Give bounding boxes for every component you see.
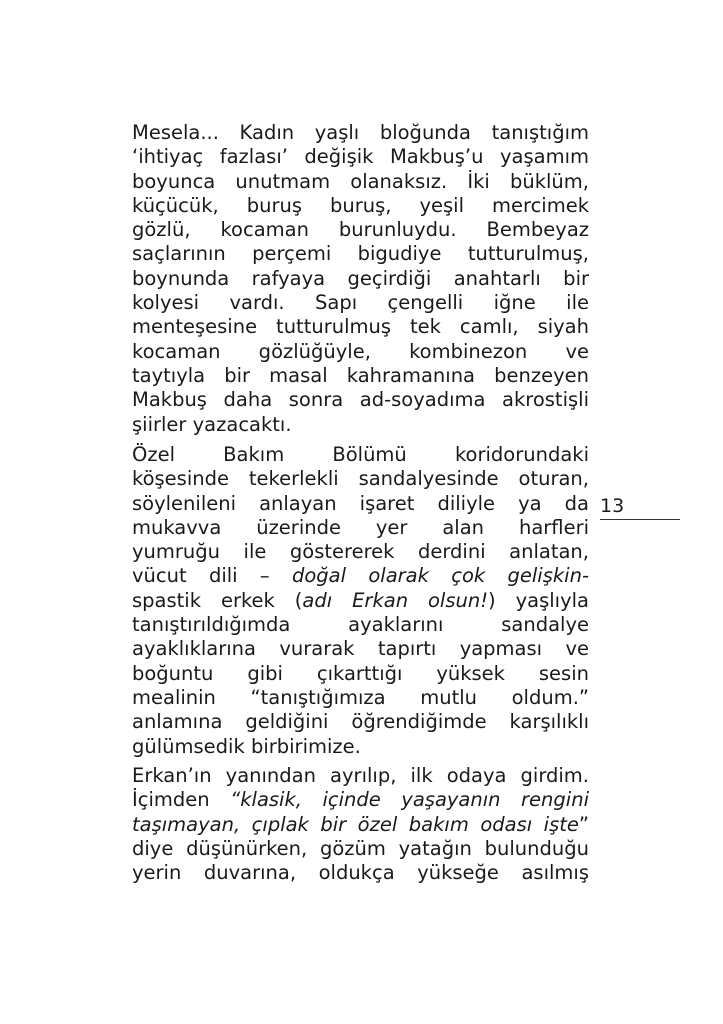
paragraph-3 [132,764,589,885]
italic-run: taşımayan, çıplak bir özel bakım odası işte [132,812,579,836]
text-line: gözlü, kocaman burunluydu. Bembeyaz [132,218,589,242]
text-run: spastik erkek ( [132,588,303,612]
paragraph-1 [132,121,589,437]
text-run: İçimden [132,788,231,812]
text-line: tanıştırıldığımda ayaklarını sandalye [132,613,589,637]
text-run: ) yaşlıyla [488,588,589,612]
text-line: Özel Bakım Bölümü koridorundaki [132,443,589,466]
text-line: kolyesi vardı. Sapı çengelli iğne ile [132,291,589,315]
text-line [132,788,589,812]
text-run: vücut dili – [132,564,292,588]
page-number-rule [600,519,680,520]
paragraph-2 [132,443,589,759]
text-line: yumruğu ile göstererek derdini anlatan, [132,540,589,564]
text-line: taytıyla bir masal kahramanına benzeyen [132,363,589,387]
italic-run: “klasik, içinde yaşayanın rengini [230,788,589,812]
text-line: Mesela... Kadın yaşlı bloğunda tanıştığım [132,121,589,144]
text-line: menteşesine tutturulmuş tek camlı, siyah [132,315,589,339]
text-line: mealinin “tanıştığımıza mutlu oldum.” [132,685,589,709]
text-line: söylenileni anlayan işaret diliyle ya da [132,491,589,515]
text-line: yerin duvarına, oldukça yükseğe asılmış [132,861,589,885]
text-line: diye düşünürken, gözüm yatağın bulunduğu [132,836,589,860]
italic-run: adı Erkan olsun! [302,588,489,612]
text-line: küçücük, buruş buruş, yeşil mercimek [132,193,589,217]
text-line: ayaklıklarına vurarak tapırtı yapması ve [132,637,589,661]
text-line: ‘ihtiyaç fazlası’ değişik Makbuş’u yaşamım [132,145,589,169]
text-line: boynunda rafyaya geçirdiği anahtarlı bir [132,266,589,290]
text-run: ” [578,812,589,836]
text-line: saçlarının perçemi bigudiye tutturulmuş, [132,242,589,266]
text-line: kocaman gözlüğüyle, kombinezon ve [132,339,589,363]
text-line: mukavva üzerinde yer alan harfleri [132,515,589,539]
text-line: şiirler yazacaktı. [132,412,292,436]
text-line [132,564,589,588]
text-line: Makbuş daha sonra ad-soyadıma akrostişli [132,388,589,412]
text-line: Erkan’ın yanından ayrılıp, ilk odaya girdim. [132,764,589,787]
text-line: boyunca unutmam olanaksız. İki büklüm, [132,169,589,193]
page-number: 13 [600,495,625,517]
text-line [132,589,589,613]
italic-run: doğal olarak çok gelişkin- [291,564,589,588]
text-line: köşesinde tekerlekli sandalyesinde oturan, [132,467,589,491]
text-line: boğuntu gibi çıkarttığı yüksek sesin [132,661,589,685]
text-line: anlamına geldiğini öğrendiğimde karşılıklı [132,710,589,734]
text-line [132,813,589,837]
text-line: gülümsedik birbirimize. [132,734,361,758]
